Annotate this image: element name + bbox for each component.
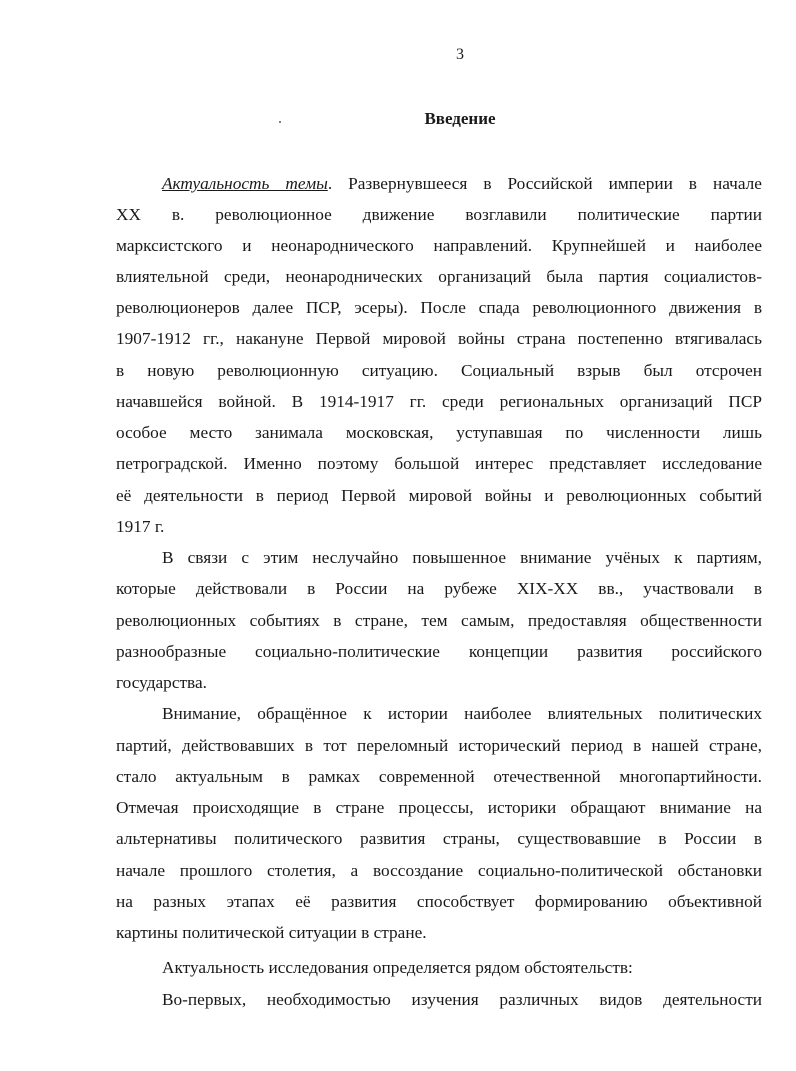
- text-line: В связи с этим неслучайно повышенное внимание учёных к партиям,: [162, 548, 762, 567]
- text-line: петроградской. Именно поэтому большой интерес представляет исследование: [116, 454, 762, 473]
- text-line: начале прошлого столетия, а воссоздание социально-политической обстановки: [116, 861, 762, 880]
- text-line: разнообразные социально-политические концепции развития российского: [116, 642, 762, 661]
- text-line: 1907-1912 гг., накануне Первой мировой войны страна постепенно втягивалась: [116, 329, 762, 348]
- text-line: XX в. революционное движение возглавили политические партии: [116, 205, 762, 224]
- text-line: 1917 г.: [116, 517, 165, 536]
- text-line: особое место занимала московская, уступавшая по численности лишь: [116, 423, 762, 442]
- text-line: революционных событиях в стране, тем самым, предоставляя общественности: [116, 611, 762, 630]
- text-line: революционеров далее ПСР, эсеры). После спада революционного движения в: [116, 298, 762, 317]
- text-line: Отмечая происходящие в стране процессы, историки обращают внимание на: [116, 798, 762, 817]
- text-line: на разных этапах её развития способствует формированию объективной: [116, 892, 762, 911]
- lead-phrase: Актуальность темы: [162, 174, 328, 193]
- text-line: которые действовали в России на рубеже XIX-XX вв., участвовали в: [116, 579, 762, 598]
- scan-speck: [279, 121, 281, 123]
- text-line: стало актуальным в рамках современной отечественной многопартийности.: [116, 767, 762, 786]
- text-line: Внимание, обращённое к истории наиболее влиятельных политических: [162, 704, 762, 723]
- text-line: Во-первых, необходимостью изучения различных видов деятельности: [162, 990, 762, 1009]
- text-line: партий, действовавших в тот переломный исторический период в нашей стране,: [116, 736, 762, 755]
- page-number: 3: [456, 46, 464, 63]
- text-line: в новую революционную ситуацию. Социальный взрыв был отсрочен: [116, 361, 762, 380]
- section-heading: Введение: [424, 109, 496, 128]
- text-line: картины политической ситуации в стране.: [116, 923, 427, 942]
- text-line: влиятельной среди, неонароднических организаций была партия социалистов-: [116, 267, 762, 286]
- text-line: начавшейся войной. В 1914-1917 гг. среди региональных организаций ПСР: [116, 392, 762, 411]
- text-line: её деятельности в период Первой мировой войны и революционных событий: [116, 486, 762, 505]
- text-line: марксистского и неонароднического направлений. Крупнейшей и наиболее: [116, 236, 762, 255]
- text-line: альтернативы политического развития страны, существовавшие в России в: [116, 829, 762, 848]
- text-line: Актуальность исследования определяется рядом обстоятельств:: [162, 958, 633, 977]
- text-line: Актуальность темы. Развернувшееся в Российской империи в начале: [162, 174, 762, 193]
- text-line: государства.: [116, 673, 207, 692]
